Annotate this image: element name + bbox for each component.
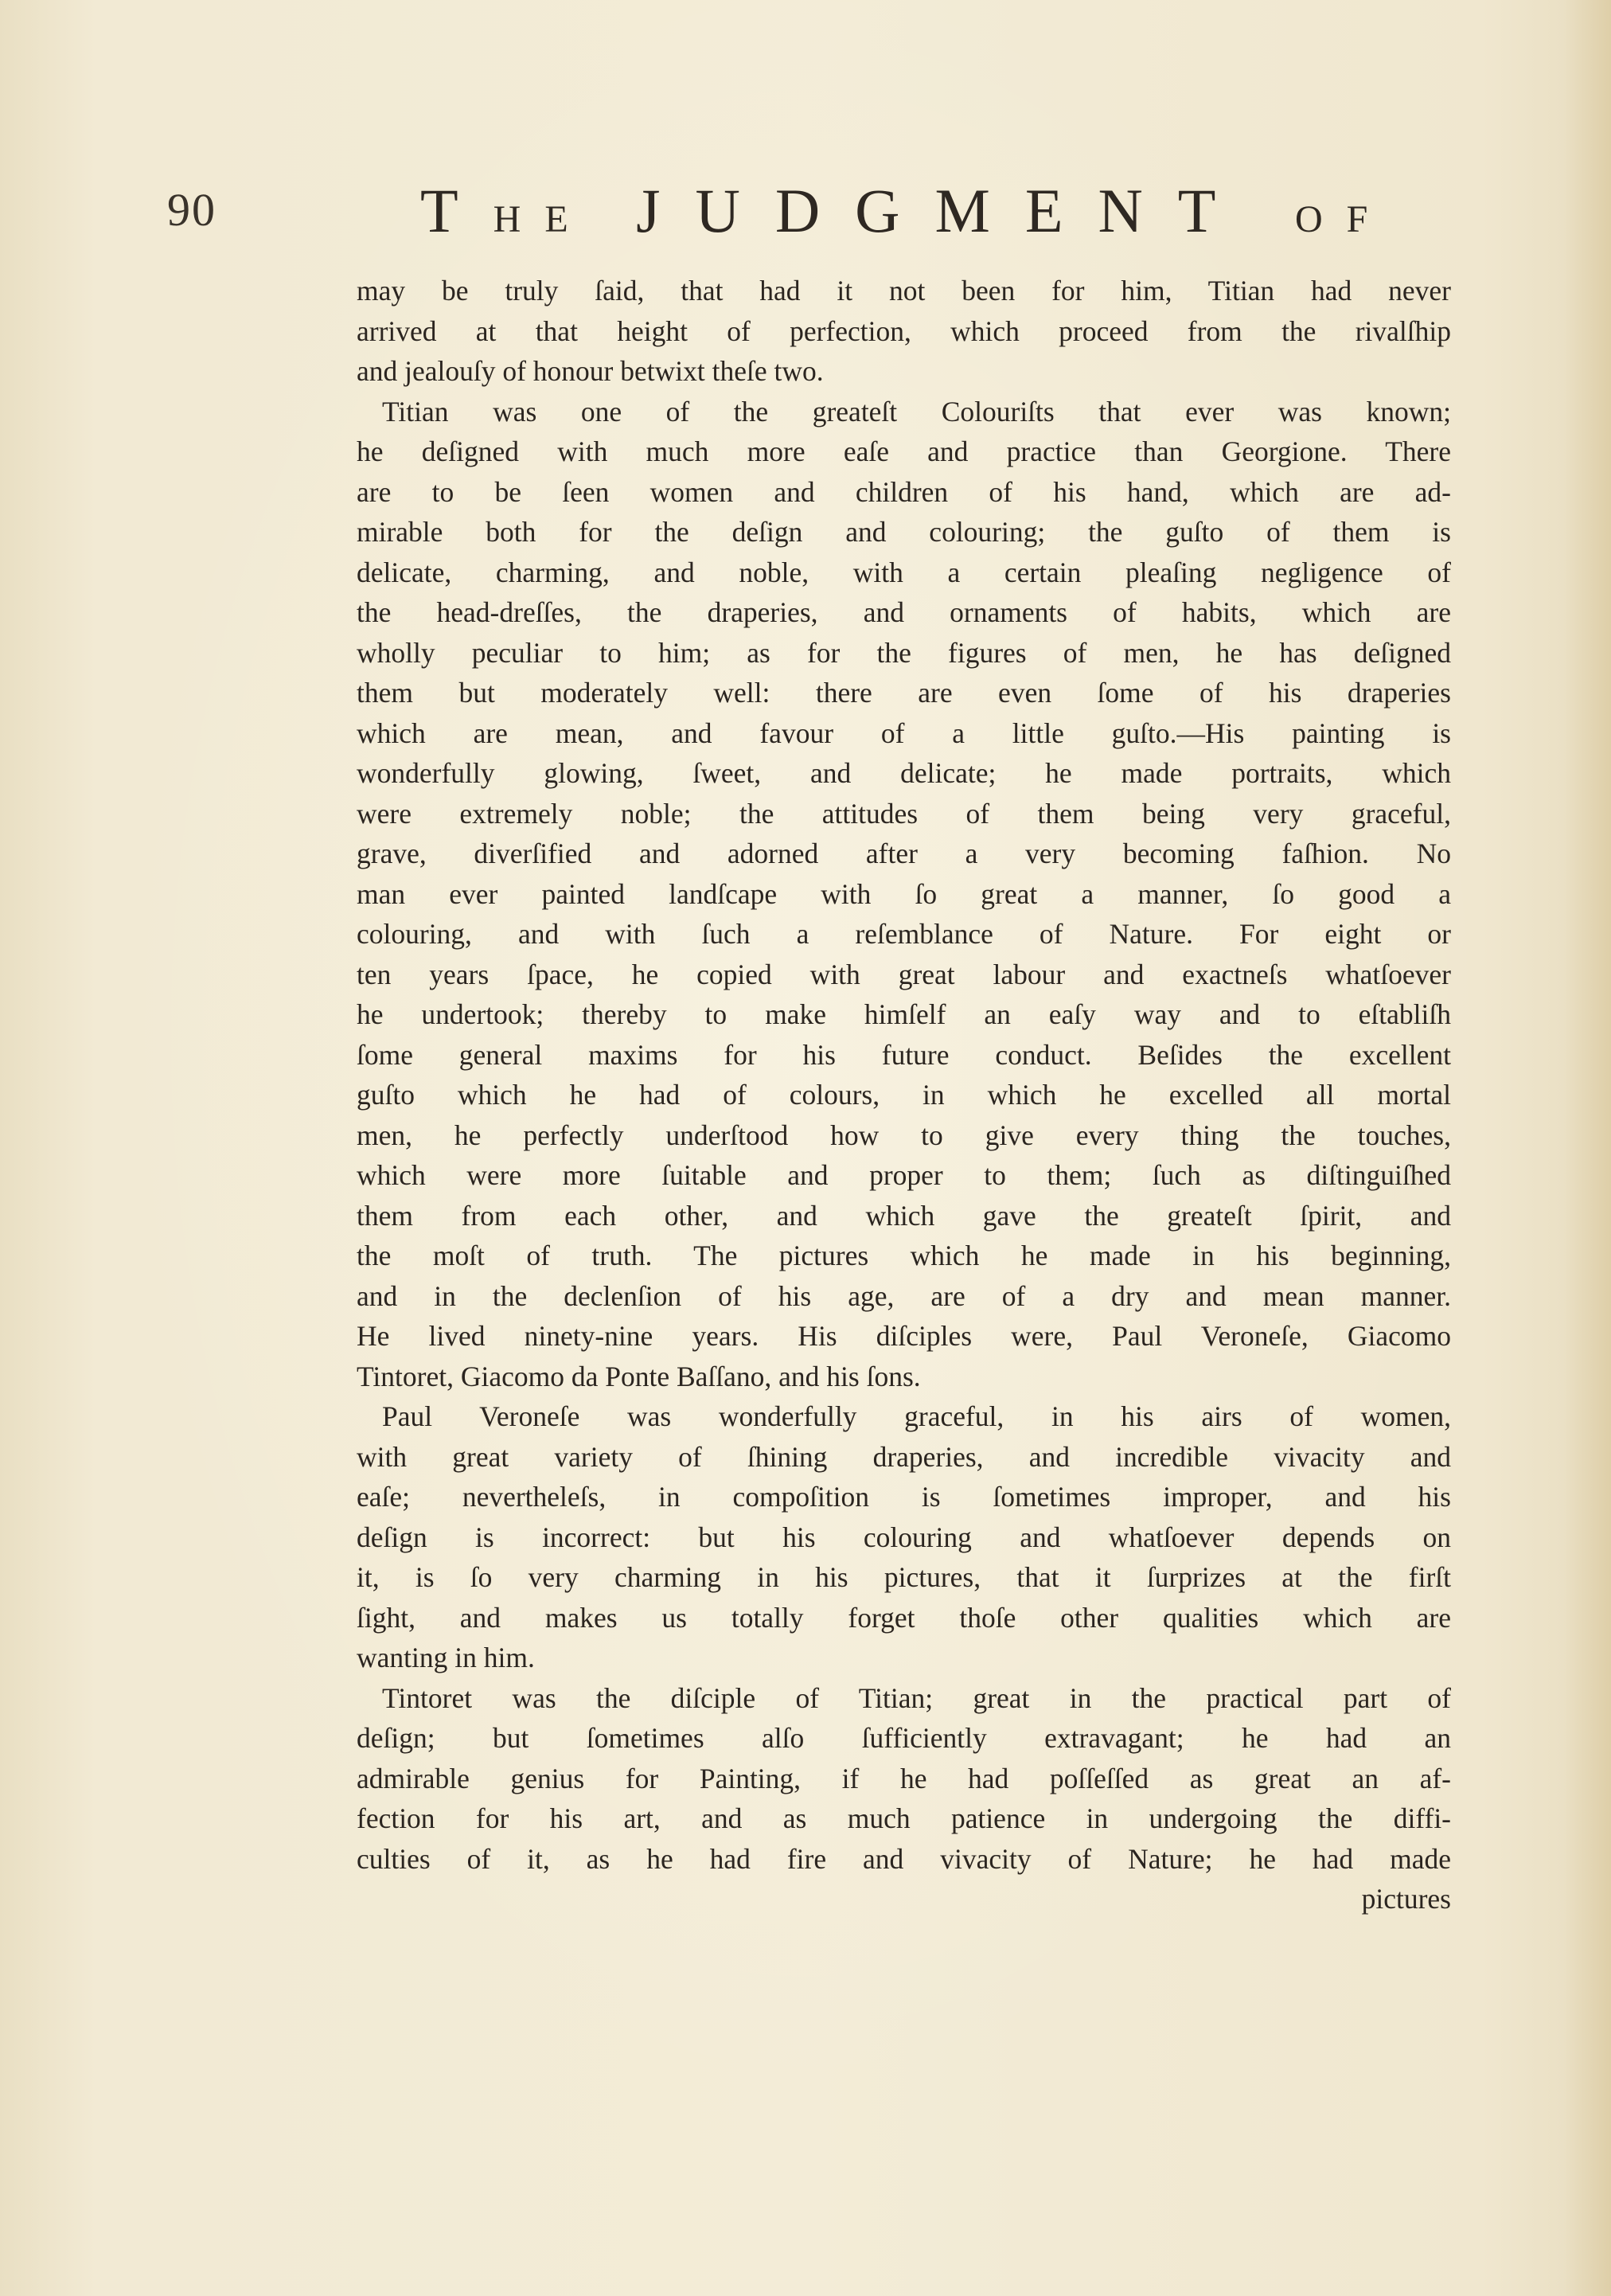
text-line: grave, diverſified and adorned after a very becoming faſhion. No	[357, 838, 1451, 869]
text-line: wholly peculiar to him; as for the figures of men, he has deſigned	[357, 636, 1451, 669]
text-line: he deſigned with much more eaſe and practice than Georgione. There	[357, 435, 1451, 467]
page-number: 90	[167, 184, 216, 236]
title-of: OF	[1294, 198, 1392, 240]
text-line: are to be ſeen women and children of his hand, which are ad-	[357, 475, 1451, 508]
text-line: men, he perfectly underſtood how to give every thing the touches,	[357, 1119, 1451, 1151]
running-head	[167, 175, 1473, 263]
text-line: and in the declenſion of his age, are of a dry and mean manner.	[357, 1279, 1451, 1312]
text-line: admirable genius for Painting, if he had poſſeſſed as great an af-	[357, 1762, 1451, 1794]
title-the-rest: HE	[493, 198, 592, 240]
text-line: wanting in him.	[357, 1642, 535, 1673]
text-line: he undertook; thereby to make himſelf an eaſy way and to eſtabliſh	[357, 998, 1451, 1030]
running-title	[420, 175, 1391, 247]
text-line: colouring, and with ſuch a reſemblance of Nature. For eight or	[357, 918, 1451, 950]
page-edge-shade	[1563, 0, 1611, 2296]
text-line: culties of it, as he had fire and vivacity of Nature; he had made	[357, 1842, 1451, 1875]
text-line: Tintoret was the diſciple of Titian; great in the practical part of	[382, 1681, 1451, 1714]
text-line: which were more ſuitable and proper to them; ſuch as diſtinguiſhed	[357, 1159, 1451, 1191]
text-line: eaſe; nevertheleſs, in compoſition is ſometimes improper, and his	[357, 1481, 1451, 1513]
text-line: fection for his art, and as much patience in undergoing the diffi-	[357, 1802, 1451, 1834]
text-line: man ever painted landſcape with ſo great a manner, ſo good a	[357, 877, 1451, 910]
text-line: and jealouſy of honour betwixt theſe two.	[357, 355, 824, 387]
title-the-initial: T	[420, 176, 493, 245]
text-line: ten years ſpace, he copied with great labour and exactneſs whatſoever	[357, 958, 1451, 990]
text-line: arrived at that height of perfection, which proceed from the rivalſhip	[357, 314, 1451, 347]
text-line: He lived ninety-nine years. His diſciples were, Paul Veroneſe, Giacomo	[357, 1320, 1451, 1352]
text-line: ſome general maxims for his future conduct. Beſides the excellent	[357, 1038, 1451, 1071]
text-line: the head-dreſſes, the draperies, and ornaments of habits, which are	[357, 596, 1451, 628]
title-judgment: JUDGMENT	[636, 176, 1251, 245]
text-line: them but moderately well: there are even ſome of his draperies	[357, 677, 1451, 709]
text-line: Tintoret, Giacomo da Ponte Baſſano, and his ſons.	[357, 1360, 921, 1392]
text-line: mirable both for the deſign and colouring; the guſto of them is	[357, 516, 1451, 548]
text-line: with great variety of ſhining draperies, and incredible vivacity and	[357, 1440, 1451, 1473]
text-line: Paul Veroneſe was wonderfully graceful, in his airs of women,	[382, 1400, 1451, 1432]
text-line: delicate, charming, and noble, with a certain pleaſing negligence of	[357, 556, 1451, 588]
text-line: the moſt of truth. The pictures which he made in his beginning,	[357, 1240, 1451, 1271]
text-line: guſto which he had of colours, in which he excelled all mortal	[357, 1079, 1451, 1111]
text-line: which are mean, and favour of a little guſto.—His painting is	[357, 717, 1451, 749]
text-line: Titian was one of the greateſt Colouriſts that ever was known;	[382, 395, 1451, 428]
text-line: may be truly ſaid, that had it not been for him, Titian had never	[357, 275, 1451, 307]
text-line: ſight, and makes us totally forget thoſe other qualities which are	[357, 1601, 1451, 1634]
text-line: it, is ſo very charming in his pictures, that it ſurprizes at the firſt	[357, 1561, 1451, 1593]
body-text	[357, 271, 1451, 1919]
text-line: deſign is incorrect: but his colouring and whatſoever depends on	[357, 1521, 1451, 1553]
text-line: were extremely noble; the attitudes of them being very graceful,	[357, 797, 1451, 830]
text-line: wonderfully glowing, ſweet, and delicate; he made portraits, which	[357, 757, 1451, 789]
text-line: them from each other, and which gave the greateſt ſpirit, and	[357, 1199, 1451, 1232]
text-line: deſign; but ſometimes alſo ſufficiently extravagant; he had an	[357, 1722, 1451, 1754]
catchword: pictures	[1361, 1883, 1451, 1915]
